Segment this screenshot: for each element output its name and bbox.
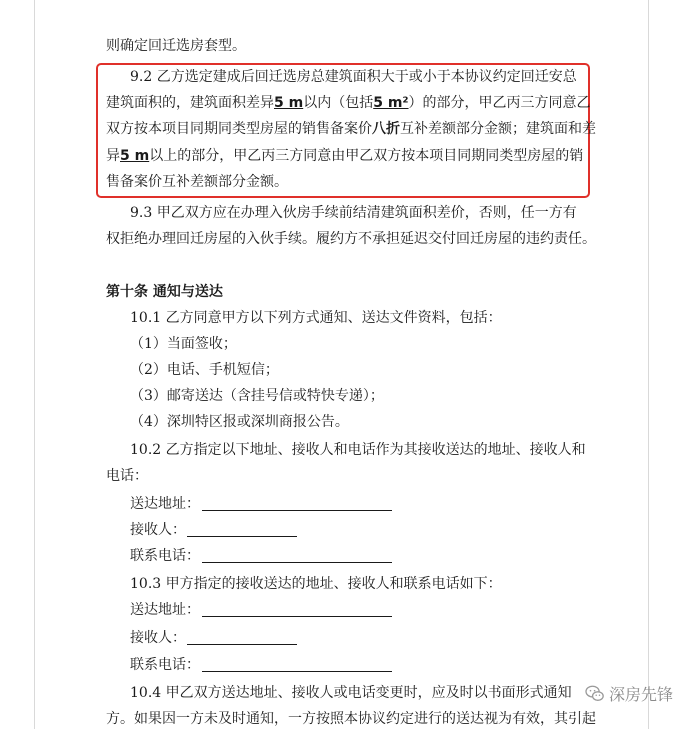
- area-diff-value-over: 5 m: [120, 148, 150, 164]
- phone-field[interactable]: [202, 671, 392, 672]
- s9-2-line-5: 售备案价互补差额部分金额。: [106, 174, 288, 190]
- receiver-field[interactable]: [187, 644, 297, 645]
- list-item: （4）深圳特区报或深圳商报公告。: [130, 414, 349, 430]
- s10-3: 10.3 甲方指定的接收送达的地址、接收人和联系电话如下：: [130, 576, 502, 592]
- s9-2-line-1: 9.2 乙方选定建成后回迁选房总建筑面积大于或小于本协议约定回迁安总: [130, 69, 577, 85]
- wechat-icon: [585, 685, 605, 703]
- s10-4-line-2: 方。如果因一方未及时通知，一方按照本协议约定进行的送达视为有效，其引起: [106, 711, 596, 727]
- list-item: （2）电话、手机短信；: [130, 362, 279, 378]
- address-label: 送达地址：: [130, 602, 200, 618]
- address-field[interactable]: [202, 616, 392, 617]
- receiver-field[interactable]: [187, 536, 297, 537]
- article-10-title: 第十条 通知与送达: [106, 284, 223, 300]
- s10-2-line-1: 10.2 乙方指定以下地址、接收人和电话作为其接收送达的地址、接收人和: [130, 442, 586, 458]
- phone-field[interactable]: [202, 562, 392, 563]
- watermark: [585, 682, 673, 705]
- area-diff-value: 5 m: [274, 95, 304, 111]
- list-item: （1）当面签收；: [130, 336, 237, 352]
- area-diff-value-inclusive: 5 m²: [373, 95, 409, 111]
- s10-1: 10.1 乙方同意甲方以下列方式通知、送达文件资料，包括：: [130, 310, 502, 326]
- s9-2-line-3: 双方按本项目同期同类型房屋的销售备案价八折互补差额部分金额；建筑面和差: [106, 121, 596, 137]
- s9-3-line-1: 9.3 甲乙双方应在办理入伙房手续前结清建筑面积差价，否则，任一方有: [130, 205, 577, 221]
- s10-2-line-2: 电话：: [106, 468, 148, 484]
- address-label: 送达地址：: [130, 496, 200, 512]
- receiver-label: 接收人：: [130, 522, 186, 538]
- phone-label: 联系电话：: [130, 548, 200, 564]
- discount-text: 八折: [372, 121, 400, 137]
- intro-line: 则确定回迁选房套型。: [106, 38, 246, 54]
- address-field[interactable]: [202, 510, 392, 511]
- phone-label: 联系电话：: [130, 657, 200, 673]
- watermark-text: 深房先锋: [608, 685, 673, 704]
- receiver-label: 接收人：: [130, 630, 186, 646]
- list-item: （3）邮寄送达（含挂号信或特快专递）；: [130, 388, 384, 404]
- s10-4-line-1: 10.4 甲乙双方送达地址、接收人或电话变更时，应及时以书面形式通知: [130, 685, 572, 701]
- s9-2-line-4: 异5 m以上的部分，甲乙丙三方同意由甲乙双方按本项目同期同类型房屋的销: [106, 148, 584, 164]
- s9-3-line-2: 权拒绝办理回迁房屋的入伙手续。履约方不承担延迟交付回迁房屋的违约责任。: [106, 231, 596, 247]
- s9-2-line-2: 建筑面积的，建筑面积差异5 m以内（包括5 m²）的部分，甲乙丙三方同意乙: [106, 95, 591, 111]
